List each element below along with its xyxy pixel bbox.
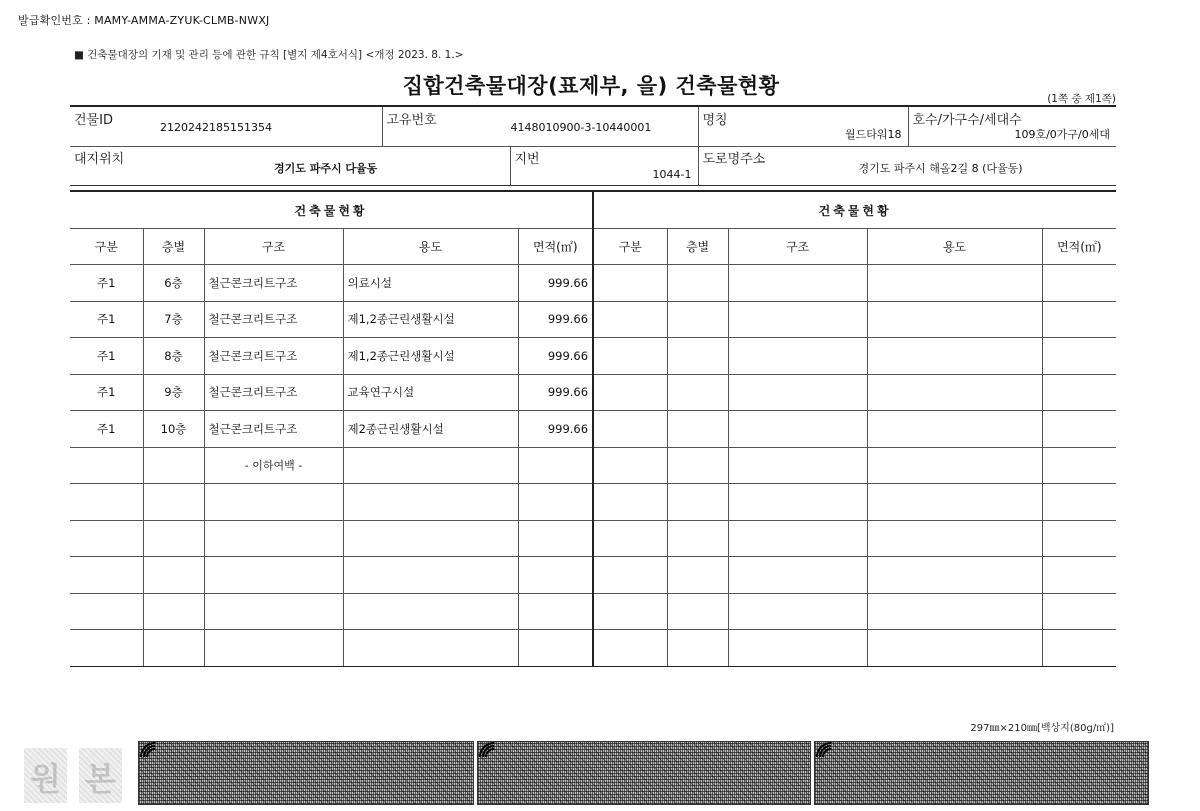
- cell-division: 주1: [70, 265, 143, 302]
- cell-use: 의료시설: [343, 265, 518, 302]
- site-cell: [70, 146, 510, 186]
- road-address-value: 경기도 파주시 해올2길 8 (다율동): [858, 162, 1023, 175]
- col-header-use: 용도: [343, 229, 518, 265]
- site-label: 대지위치: [74, 152, 125, 167]
- units-cell: [908, 106, 1116, 147]
- paper-spec: 297㎜×210㎜[백상지(80g/㎡)]: [970, 723, 1114, 734]
- units-label: 호수/가구수/세대수: [912, 113, 1022, 128]
- original-stamp: [24, 748, 122, 803]
- name-label: 명칭: [702, 113, 728, 128]
- security-code-bar: [477, 741, 811, 805]
- building-id-label: 건물ID: [74, 113, 113, 128]
- building-status-table: [70, 190, 1116, 667]
- document-title: 집합건축물대장(표제부, 을) 건축물현황: [402, 74, 780, 98]
- table-row: [70, 484, 1116, 521]
- road-address-cell: [698, 146, 1116, 186]
- table-row: [70, 338, 1116, 375]
- road-address-label: 도로명주소: [702, 152, 766, 167]
- cell-area: 999.66: [518, 411, 593, 448]
- building-id-cell: [70, 106, 382, 147]
- cell-area: 999.66: [518, 265, 593, 302]
- table-row: [70, 630, 1116, 667]
- col-header-division-right: 구분: [593, 229, 667, 265]
- col-header-floor-right: 층별: [667, 229, 728, 265]
- cell-division: 주1: [70, 338, 143, 375]
- cell-use: 교육연구시설: [343, 374, 518, 411]
- col-header-division: 구분: [70, 229, 143, 265]
- header-row-2: [70, 146, 1116, 186]
- unique-no-value: 4148010900-3-10440001: [510, 121, 652, 134]
- cell-structure: 철근콘크리트구조: [204, 374, 343, 411]
- table-row: [70, 374, 1116, 411]
- cell-structure: 철근콘크리트구조: [204, 411, 343, 448]
- stamp-char-2: 본: [85, 760, 116, 798]
- stamp-char-1: 원: [30, 760, 61, 798]
- table-row: [70, 265, 1116, 302]
- unique-no-cell: [382, 106, 698, 147]
- corner-mark-icon: [479, 742, 495, 758]
- table-row: [70, 447, 1116, 484]
- cell-structure: 철근콘크리트구조: [204, 265, 343, 302]
- lot-label: 지번: [514, 152, 540, 167]
- cell-floor: 9층: [143, 374, 204, 411]
- name-value: 월드타워18: [844, 128, 902, 141]
- page-indicator: (1쪽 중 제1쪽): [1047, 93, 1116, 105]
- cell-division: 주1: [70, 374, 143, 411]
- col-header-structure: 구조: [204, 229, 343, 265]
- col-header-floor: 층별: [143, 229, 204, 265]
- right-section-title: 건축물현황: [593, 191, 1116, 229]
- corner-mark-icon: [140, 742, 156, 758]
- header-row-1: [70, 105, 1116, 147]
- col-header-area-right: 면적(㎡): [1042, 229, 1116, 265]
- col-header-structure-right: 구조: [728, 229, 867, 265]
- cell-area: 999.66: [518, 338, 593, 375]
- table-row: [70, 411, 1116, 448]
- cell-structure: 철근콘크리트구조: [204, 301, 343, 338]
- cell-floor: 7층: [143, 301, 204, 338]
- col-header-use-right: 용도: [867, 229, 1042, 265]
- table-row: [70, 301, 1116, 338]
- blank-below-note: - 이하여백 -: [204, 447, 343, 484]
- table-row: [70, 520, 1116, 557]
- building-id-value: 2120242185151354: [160, 121, 272, 134]
- cell-use: 제1,2종근린생활시설: [343, 338, 518, 375]
- name-cell: [698, 106, 908, 147]
- cell-division: 주1: [70, 411, 143, 448]
- cell-division: 주1: [70, 301, 143, 338]
- cell-floor: 8층: [143, 338, 204, 375]
- lot-cell: [510, 146, 698, 186]
- col-header-area: 면적(㎡): [518, 229, 593, 265]
- issue-confirmation-number: 발급확인번호 : MAMY-AMMA-ZYUK-CLMB-NWXJ: [18, 14, 270, 27]
- cell-structure: 철근콘크리트구조: [204, 338, 343, 375]
- corner-mark-icon: [816, 742, 832, 758]
- cell-floor: 6층: [143, 265, 204, 302]
- unique-no-label: 고유번호: [386, 113, 437, 128]
- security-code-bar: [138, 741, 474, 805]
- security-code-bar: [814, 741, 1149, 805]
- cell-area: 999.66: [518, 301, 593, 338]
- left-section-title: 건축물현황: [70, 191, 593, 229]
- site-value: 경기도 파주시 다율동: [274, 162, 378, 175]
- legal-basis: ■ 건축물대장의 기재 및 관리 등에 관한 규칙 [별지 제4호서식] <개정 2023. 8. 1.>: [74, 49, 464, 61]
- cell-area: 999.66: [518, 374, 593, 411]
- cell-use: 제1,2종근린생활시설: [343, 301, 518, 338]
- units-value: 109호/0가구/0세대: [1014, 128, 1110, 141]
- lot-value: 1044-1: [652, 168, 692, 181]
- cell-use: 제2종근린생활시설: [343, 411, 518, 448]
- table-row: [70, 593, 1116, 630]
- cell-floor: 10층: [143, 411, 204, 448]
- table-row: [70, 557, 1116, 594]
